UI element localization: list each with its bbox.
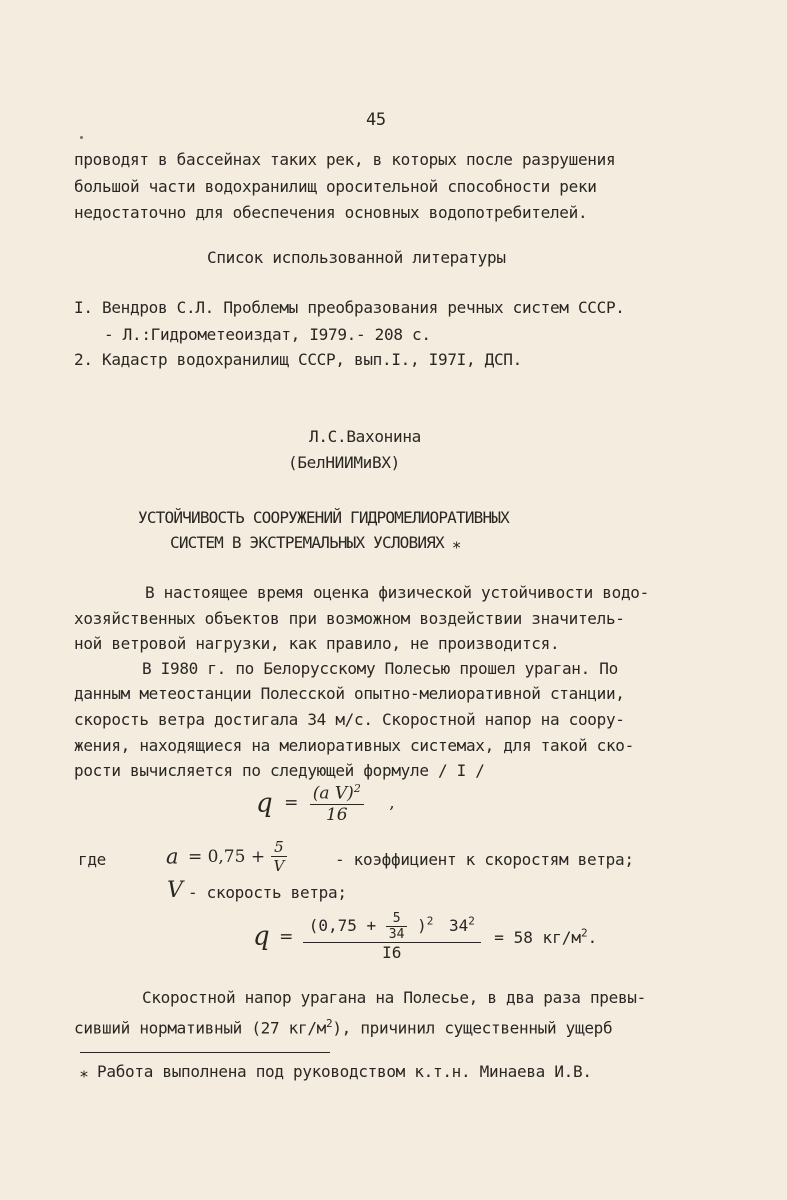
formula-fraction xyxy=(310,782,364,825)
text-line: скорость ветра достигала 34 м/с. Скоростной напор на соору- xyxy=(74,710,625,729)
formula-calculation xyxy=(253,911,597,962)
formula-operator: = xyxy=(279,926,294,947)
coefficient-denominator: V xyxy=(273,857,285,875)
formula-exponent: 2 xyxy=(468,914,475,928)
text-line: жения, находящиеся на мелиоративных системах, для такой ско- xyxy=(74,736,634,755)
coefficient-fraction xyxy=(271,838,288,875)
coefficient-numerator: 5 xyxy=(271,838,288,857)
formula-exponent: 2 xyxy=(426,914,434,928)
author-name: Л.С.Вахонина xyxy=(309,427,421,446)
coefficient-expression: = 0,75 + xyxy=(187,846,266,867)
title-line: УСТОЙЧИВОСТЬ СООРУЖЕНИЙ ГИДРОМЕЛИОРАТИВНЫХ xyxy=(138,508,509,527)
coefficient-symbol: a xyxy=(166,844,179,869)
formula-numerator-part: (0,75 + xyxy=(308,916,377,935)
formula-punctuation: , xyxy=(389,793,395,814)
text-line: данным метеостанции Полесской опытно-мелиоративной станции, xyxy=(74,684,625,703)
formula-exponent: 2 xyxy=(353,782,361,795)
footnote: ⁎ Работа выполнена под руководством к.т.н. Минаева И.В. xyxy=(80,1062,592,1081)
page-number: 45 xyxy=(366,110,386,130)
author-affiliation: (БелНИИМиВХ) xyxy=(288,453,400,472)
formula-symbol: q xyxy=(256,788,273,819)
text-superscript: 2 xyxy=(326,1017,333,1030)
inner-numerator: 5 xyxy=(386,911,408,927)
coefficient-definition xyxy=(166,838,287,875)
formula-fraction xyxy=(303,911,481,962)
formula-punctuation: . xyxy=(587,927,598,947)
where-label: где xyxy=(78,850,106,869)
reference-item-continuation: - Л.:Гидрометеоиздат, I979.- 208 с. xyxy=(104,325,431,344)
text-line: проводят в бассейнах таких рек, в которых после разрушения xyxy=(74,150,616,169)
formula-numerator-part: ) xyxy=(417,916,427,935)
formula-result: = 58 кг/м xyxy=(494,927,581,947)
formula-denominator: I6 xyxy=(382,943,402,962)
formula-numerator-part: 34 xyxy=(449,916,469,935)
formula-numerator: (a V) xyxy=(312,783,354,804)
formula-exponent: 2 xyxy=(581,926,588,940)
velocity-description: - скорость ветра; xyxy=(188,883,347,902)
formula-operator: = xyxy=(284,793,299,814)
text-line: хозяйственных объектов при возможном воздействии значитель- xyxy=(74,609,625,628)
formula-velocity-pressure xyxy=(256,782,395,825)
footnote-divider xyxy=(80,1052,330,1053)
inner-denominator: 34 xyxy=(388,927,405,942)
formula-denominator: 16 xyxy=(325,804,348,825)
text-line: ной ветровой нагрузки, как правило, не производится. xyxy=(74,634,560,653)
reference-item: I. Вендров С.Л. Проблемы преобразования речных систем СССР. xyxy=(74,298,625,317)
title-line: СИСТЕМ В ЭКСТРЕМАЛЬНЫХ УСЛОВИЯХ ⁎ xyxy=(170,533,460,552)
inner-fraction xyxy=(386,911,408,942)
text-line: Скоростной напор урагана на Полесье, в два раза превы- xyxy=(142,988,646,1007)
text-line: большой части водохранилищ оросительной способности реки xyxy=(74,177,597,196)
text-line: рости вычисляется по следующей формуле / I / xyxy=(74,761,485,780)
text-line xyxy=(74,1014,612,1038)
text-line: В настоящее время оценка физической устойчивости водо- xyxy=(145,583,649,602)
formula-symbol: q xyxy=(253,921,270,952)
text-line: недостаточно для обеспечения основных водопотребителей. xyxy=(74,203,588,222)
text-line: В I980 г. по Белорусскому Полесью прошел ураган. По xyxy=(142,659,618,678)
references-heading: Список использованной литературы xyxy=(207,248,506,267)
text-segment: ), причинил существенный ущерб xyxy=(332,1018,613,1038)
reference-item: 2. Кадастр водохранилищ СССР, вып.I., I97I, ДСП. xyxy=(74,350,522,369)
velocity-symbol: V xyxy=(167,878,183,903)
speck-mark xyxy=(80,136,83,139)
text-segment: сивший нормативный (27 кг/м xyxy=(74,1018,326,1038)
coefficient-description: - коэффициент к скоростям ветра; xyxy=(335,850,634,869)
